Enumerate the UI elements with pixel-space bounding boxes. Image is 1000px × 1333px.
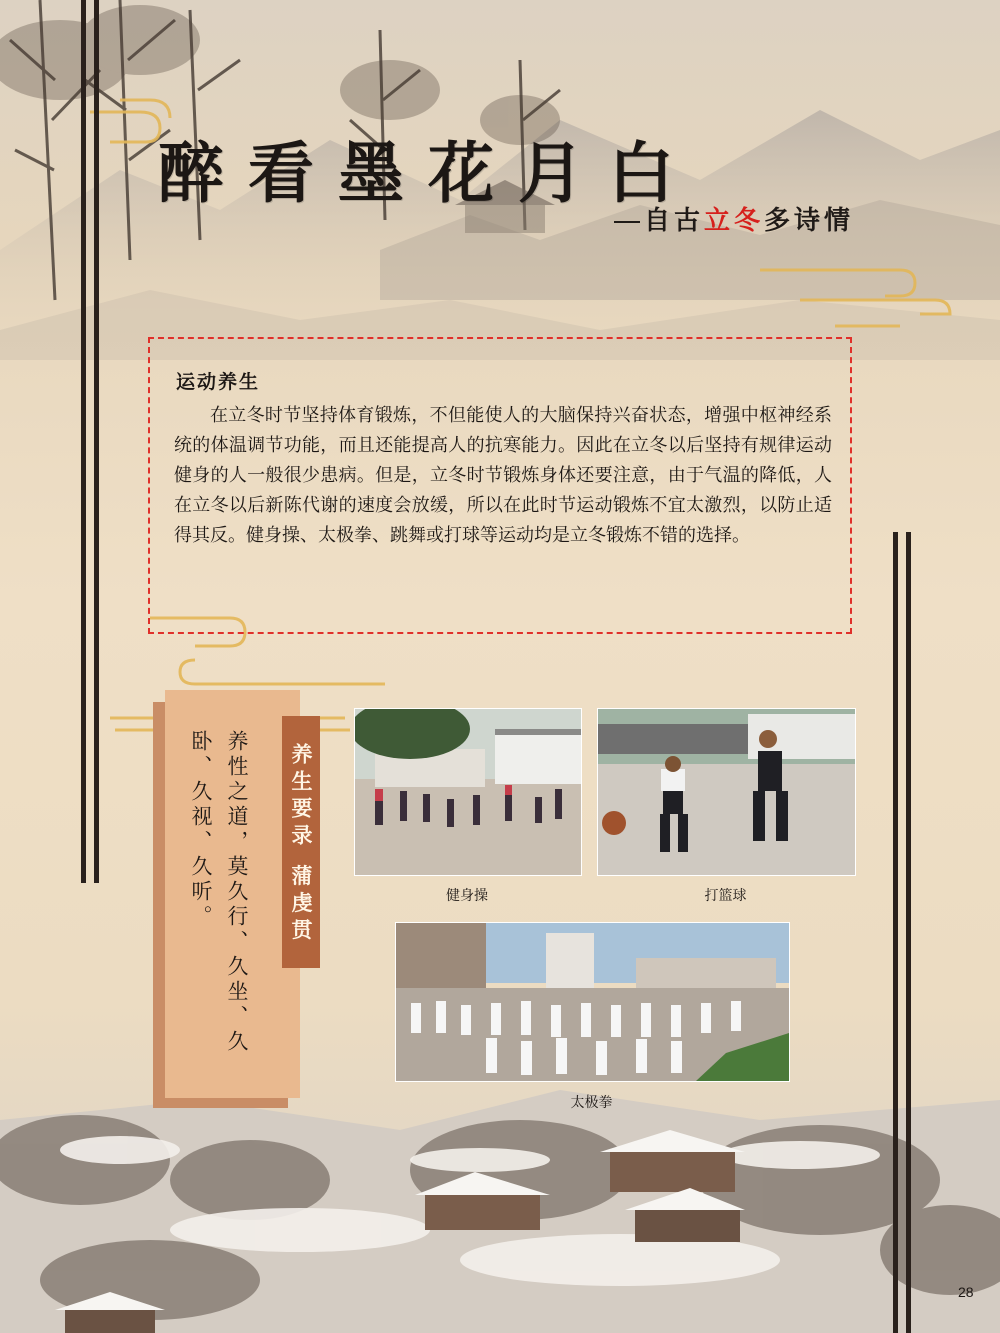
photo-basketball [597, 708, 856, 876]
subtitle-prefix: 自古 [644, 206, 705, 236]
photo-aerobics [354, 708, 582, 876]
article-box [148, 337, 852, 634]
right-vertical-bar-1 [893, 532, 898, 1333]
caption-basketball: 打篮球 [704, 888, 747, 904]
right-vertical-bar-2 [906, 532, 911, 1333]
quote-source-title: 养生要录 蒲虔贯 [289, 742, 314, 946]
taichi-scene [396, 923, 789, 1081]
page-title: 醉看墨花月白 [158, 134, 698, 212]
quote-text: 养性之道，莫久行、久坐、久卧、久视、久听。 [189, 730, 249, 1055]
basketball-scene [598, 709, 855, 875]
caption-taichi: 太极拳 [570, 1095, 613, 1111]
article-heading: 运动养生 [176, 371, 261, 393]
page-subtitle [614, 200, 854, 237]
photo-taichi [395, 922, 790, 1082]
aerobics-scene [355, 709, 581, 875]
page-number: 28 [958, 1284, 974, 1300]
article-body: 在立冬时节坚持体育锻炼，不但能使人的大脑保持兴奋状态，增强中枢神经系统的体温调节功能，而且还能提高人的抗寒能力。因此在立冬以后坚持有规律运动健身的人一般很少患病。但是，立冬时节锻炼身体还要注意，由于气温的降低，人在立冬以后新陈代谢的速度会放缓，所以在此时节运动锻炼不宜太激烈，以防止适得其反。健身操、太极拳、跳舞或打球等运动均是立冬锻炼不错的选择。 [174, 405, 832, 546]
subtitle-suffix: 多诗情 [764, 206, 855, 236]
subtitle-dash [614, 221, 640, 223]
left-vertical-bar-1 [81, 0, 86, 883]
subtitle-highlight: 立冬 [704, 206, 765, 236]
caption-aerobics: 健身操 [446, 888, 488, 904]
left-vertical-bar-2 [94, 0, 99, 883]
